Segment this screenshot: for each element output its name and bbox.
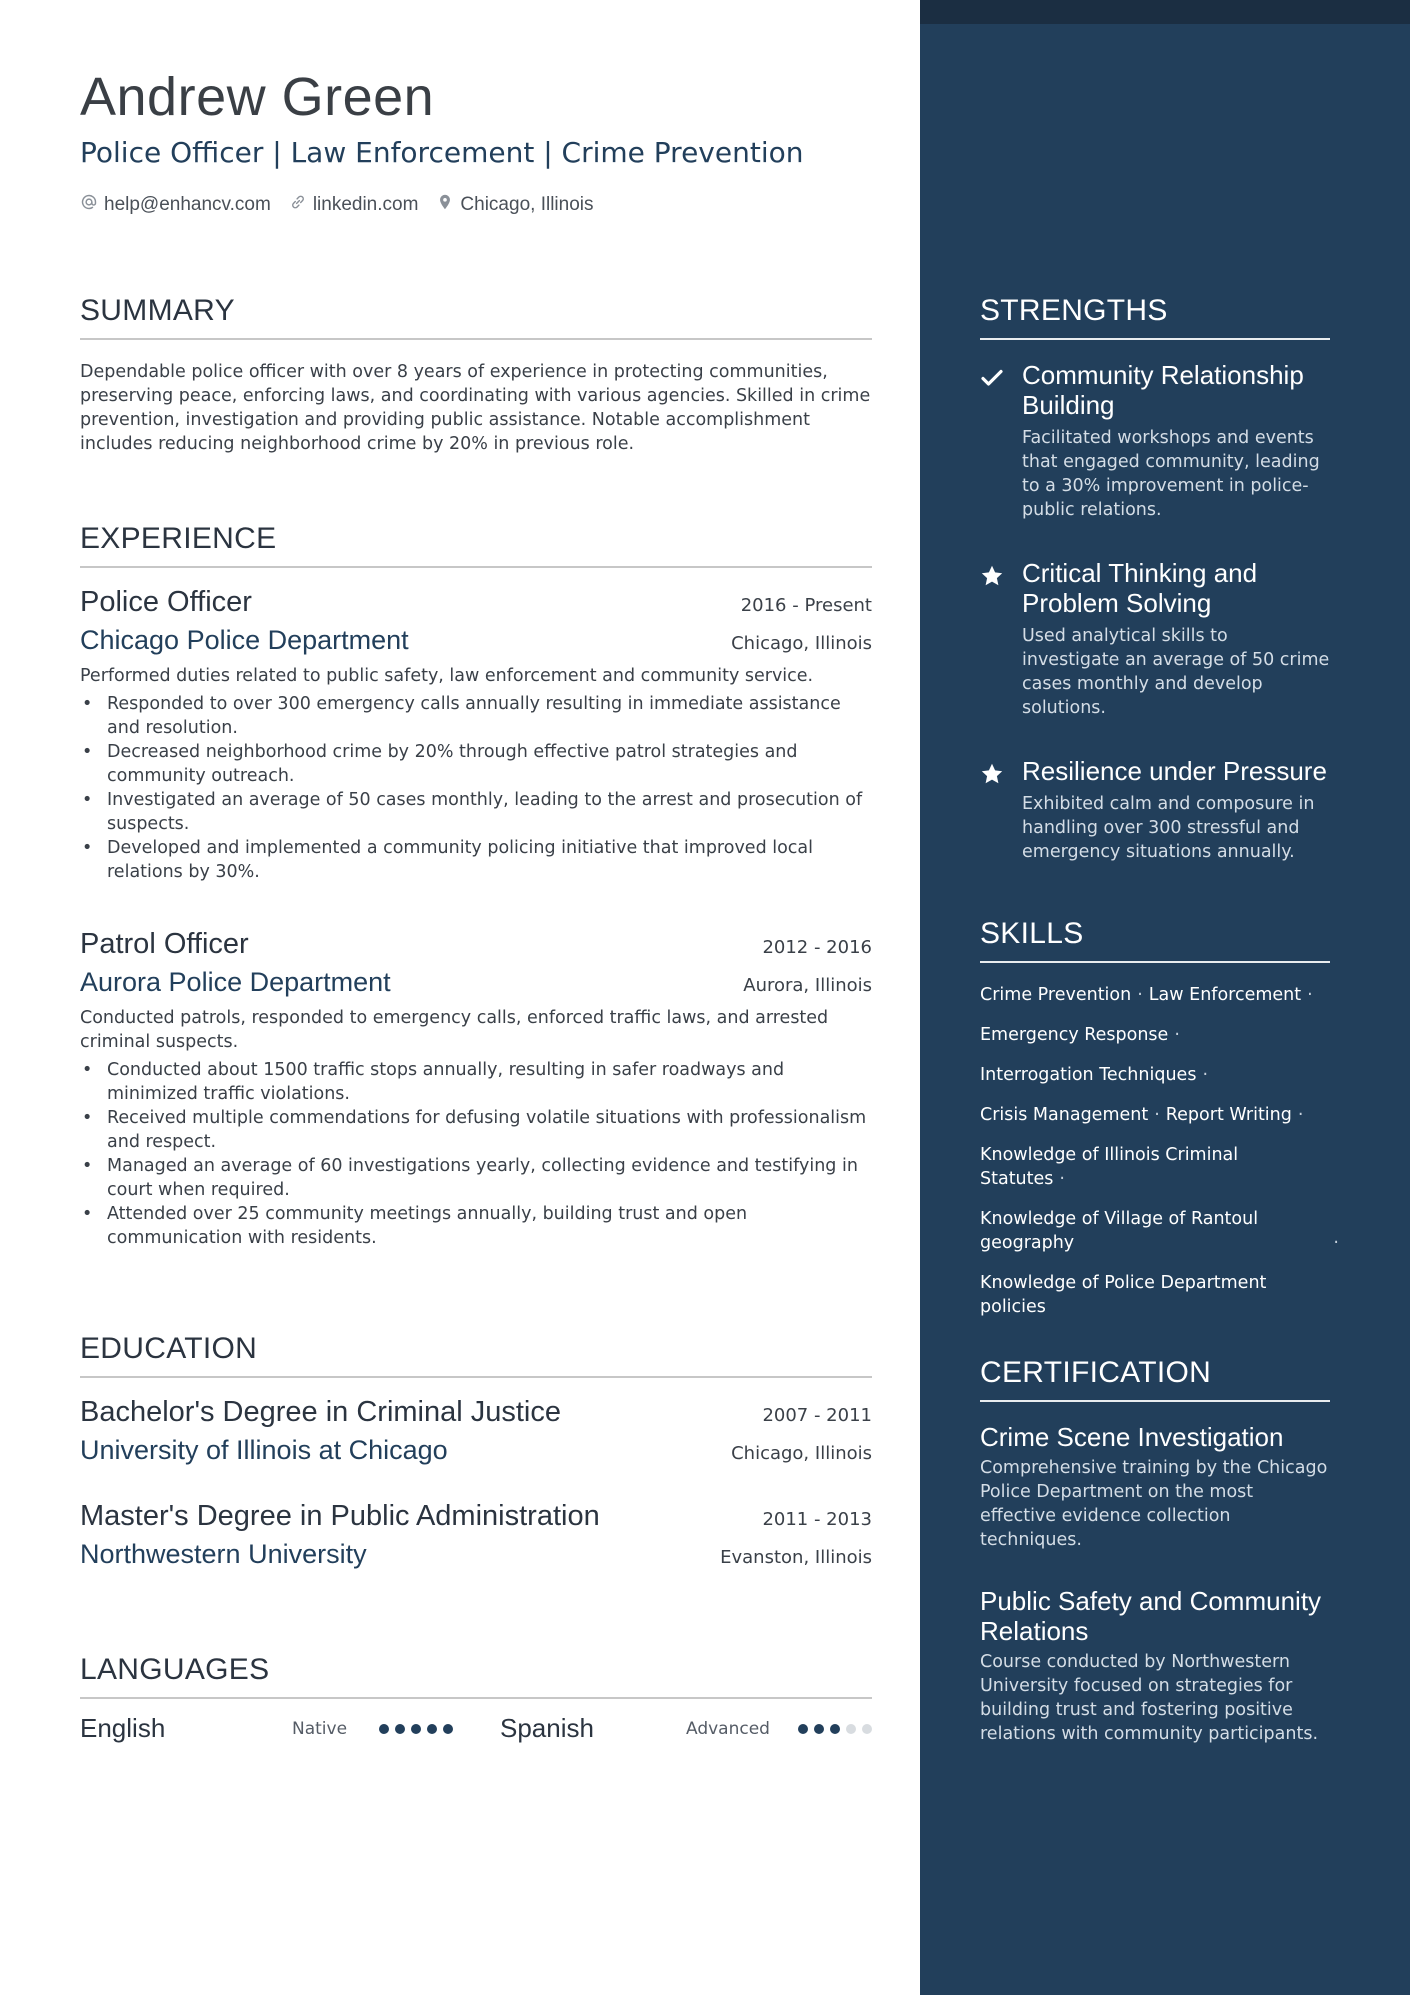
languages-row [80, 1713, 872, 1744]
list-item: • Developed and implemented a community policing initiative that improved local relations by 30%. [80, 836, 872, 884]
certification-section [980, 1356, 1330, 1746]
skill-item: Emergency Response [980, 1025, 1169, 1045]
skill-separator: · [1059, 1169, 1065, 1189]
job-dates: 2012 - 2016 [762, 937, 872, 958]
summary-text: Dependable police officer with over 8 years of experience in protecting communities, preserving peace, enforcing laws, and coordinating with various agencies. Skilled in crime prevention, investigation and providing public assistance. Notable accomplishment includes reducing neighborhood crime by 20% in previous role. [80, 362, 871, 454]
summary-section [80, 294, 872, 456]
job-entry [80, 586, 872, 884]
section-divider [980, 338, 1330, 340]
proficiency-dot-filled [379, 1724, 389, 1734]
certification-title: Public Safety and Community Relations [980, 1586, 1322, 1646]
skill-item: Knowledge of Police Department policies [980, 1273, 1267, 1317]
skill-separator: · [1307, 985, 1313, 1005]
school-location: Evanston, Illinois [720, 1547, 872, 1568]
candidate-name: Andrew Green [80, 67, 435, 127]
section-divider [80, 1376, 872, 1378]
star-icon [980, 558, 1006, 720]
strength-item [980, 360, 1330, 522]
job-location: Chicago, Illinois [731, 633, 872, 654]
section-divider [80, 1697, 872, 1699]
strength-item [980, 558, 1330, 720]
job-location: Aurora, Illinois [743, 975, 872, 996]
language-level: Native [292, 1718, 348, 1739]
skill-separator: · [1333, 1233, 1339, 1253]
proficiency-dot-filled [443, 1724, 453, 1734]
contact-bar [80, 193, 594, 217]
section-divider [980, 961, 1330, 963]
certification-description: Course conducted by Northwestern University focused on strategies for building trust and fostering positive relations with community participants. [980, 1652, 1319, 1744]
skill-line [980, 983, 1330, 1007]
proficiency-dot-filled [395, 1724, 405, 1734]
degree-dates: 2007 - 2011 [762, 1405, 872, 1426]
job-entry [80, 928, 872, 1250]
skill-item: Law Enforcement [1148, 985, 1302, 1005]
skill-line [980, 1271, 1330, 1319]
sidebar-top-bar [920, 0, 1410, 24]
star-icon [980, 756, 1006, 864]
school-location: Chicago, Illinois [731, 1443, 872, 1464]
language-name: Spanish [500, 1713, 594, 1743]
contact-linkedin-text: linkedin.com [312, 194, 419, 215]
strength-item [980, 756, 1330, 864]
job-company: Chicago Police Department [80, 625, 409, 655]
strengths-heading: STRENGTHS [980, 294, 1168, 327]
education-section [80, 1332, 872, 1570]
skills-section [980, 917, 1339, 1319]
job-bullets [80, 1058, 872, 1250]
contact-email[interactable] [80, 193, 271, 217]
proficiency-dot-filled [830, 1724, 840, 1734]
strength-description: Exhibited calm and composure in handling over 300 stressful and emergency situations annually. [1022, 794, 1315, 862]
list-item: • Investigated an average of 50 cases monthly, leading to the arrest and prosecution of suspects. [80, 788, 872, 836]
languages-section [80, 1653, 872, 1744]
skill-separator: · [1137, 985, 1143, 1005]
skill-line [980, 1143, 1330, 1191]
language-proficiency-dots [379, 1724, 500, 1734]
list-item: • Responded to over 300 emergency calls annually resulting in immediate assistance and resolution. [80, 692, 872, 740]
contact-location-text: Chicago, Illinois [460, 194, 594, 215]
link-icon [289, 193, 307, 217]
list-item: • Conducted about 1500 traffic stops annually, resulting in safer roadways and minimized traffic violations. [80, 1058, 872, 1106]
certification-heading: CERTIFICATION [980, 1356, 1212, 1389]
list-item: • Decreased neighborhood crime by 20% through effective patrol strategies and community outreach. [80, 740, 872, 788]
job-title: Patrol Officer [80, 928, 249, 960]
proficiency-dot-filled [798, 1724, 808, 1734]
at-icon [80, 193, 98, 217]
certification-title: Crime Scene Investigation [980, 1422, 1284, 1452]
strength-title: Critical Thinking and Problem Solving [1022, 558, 1258, 618]
contact-location [436, 193, 593, 217]
proficiency-dot-empty [846, 1724, 856, 1734]
strength-description: Used analytical skills to investigate an average of 50 crime cases monthly and develop solutions. [1022, 626, 1330, 718]
strength-description: Facilitated workshops and events that engaged community, leading to a 30% improvement in police-public relations. [1022, 428, 1320, 520]
education-entry [80, 1396, 872, 1466]
job-title: Police Officer [80, 586, 252, 618]
certification-item [980, 1586, 1330, 1746]
skill-separator: · [1202, 1065, 1209, 1085]
skill-separator: · [1297, 1105, 1304, 1125]
candidate-headline: Police Officer | Law Enforcement | Crime Prevention [80, 136, 804, 169]
skill-item: Interrogation Techniques [980, 1065, 1197, 1085]
list-item: • Attended over 25 community meetings annually, building trust and open communication with residents. [80, 1202, 872, 1250]
skill-separator: · [1154, 1105, 1160, 1125]
education-heading: EDUCATION [80, 1332, 258, 1365]
degree-title: Master's Degree in Public Administration [80, 1500, 600, 1532]
education-entry [80, 1500, 872, 1570]
check-icon [980, 360, 1006, 522]
skill-line [980, 1103, 1330, 1127]
proficiency-dot-filled [411, 1724, 421, 1734]
skill-item: Knowledge of Illinois Criminal Statutes [980, 1145, 1239, 1189]
skill-line [980, 1207, 1345, 1255]
certification-description: Comprehensive training by the Chicago Police Department on the most effective evidence collection techniques. [980, 1458, 1328, 1550]
skill-separator: · [1174, 1025, 1180, 1045]
contact-linkedin[interactable] [289, 193, 419, 217]
language-name: English [80, 1713, 166, 1743]
school-name: Northwestern University [80, 1539, 367, 1569]
skill-item: Knowledge of Village of Rantoul geography [980, 1209, 1259, 1253]
experience-heading: EXPERIENCE [80, 522, 277, 555]
location-pin-icon [436, 193, 454, 217]
languages-heading: LANGUAGES [80, 1653, 270, 1686]
skill-item: Crisis Management [980, 1105, 1149, 1125]
certification-item [980, 1422, 1330, 1552]
summary-heading: SUMMARY [80, 294, 235, 327]
contact-email-text: help@enhancv.com [104, 194, 271, 215]
language-proficiency-dots [798, 1724, 872, 1734]
list-item: • Managed an average of 60 investigations yearly, collecting evidence and testifying in court when required. [80, 1154, 872, 1202]
job-dates: 2016 - Present [740, 595, 872, 616]
job-description: Performed duties related to public safety, law enforcement and community service. [80, 666, 814, 686]
school-name: University of Illinois at Chicago [80, 1435, 448, 1465]
skill-item: Crime Prevention [980, 985, 1132, 1005]
job-bullets [80, 692, 872, 884]
section-divider [980, 1400, 1330, 1402]
skill-item: Report Writing [1165, 1105, 1292, 1125]
list-item: • Received multiple commendations for defusing volatile situations with professionalism and respect. [80, 1106, 872, 1154]
proficiency-dot-empty [862, 1724, 872, 1734]
skills-list [980, 983, 1339, 1319]
degree-title: Bachelor's Degree in Criminal Justice [80, 1396, 562, 1428]
skill-line [980, 1063, 1330, 1087]
section-divider [80, 338, 872, 340]
job-description: Conducted patrols, responded to emergency calls, enforced traffic laws, and arrested criminal suspects. [80, 1008, 829, 1052]
proficiency-dot-filled [427, 1724, 437, 1734]
experience-section [80, 522, 872, 1250]
proficiency-dot-filled [814, 1724, 824, 1734]
strengths-section [980, 294, 1330, 864]
strength-title: Community Relationship Building [1022, 360, 1304, 420]
language-level: Advanced [686, 1718, 770, 1739]
strength-title: Resilience under Pressure [1022, 756, 1327, 786]
degree-dates: 2011 - 2013 [762, 1509, 872, 1530]
skills-heading: SKILLS [980, 917, 1084, 950]
section-divider [80, 566, 872, 568]
skill-line [980, 1023, 1330, 1047]
job-company: Aurora Police Department [80, 967, 391, 997]
